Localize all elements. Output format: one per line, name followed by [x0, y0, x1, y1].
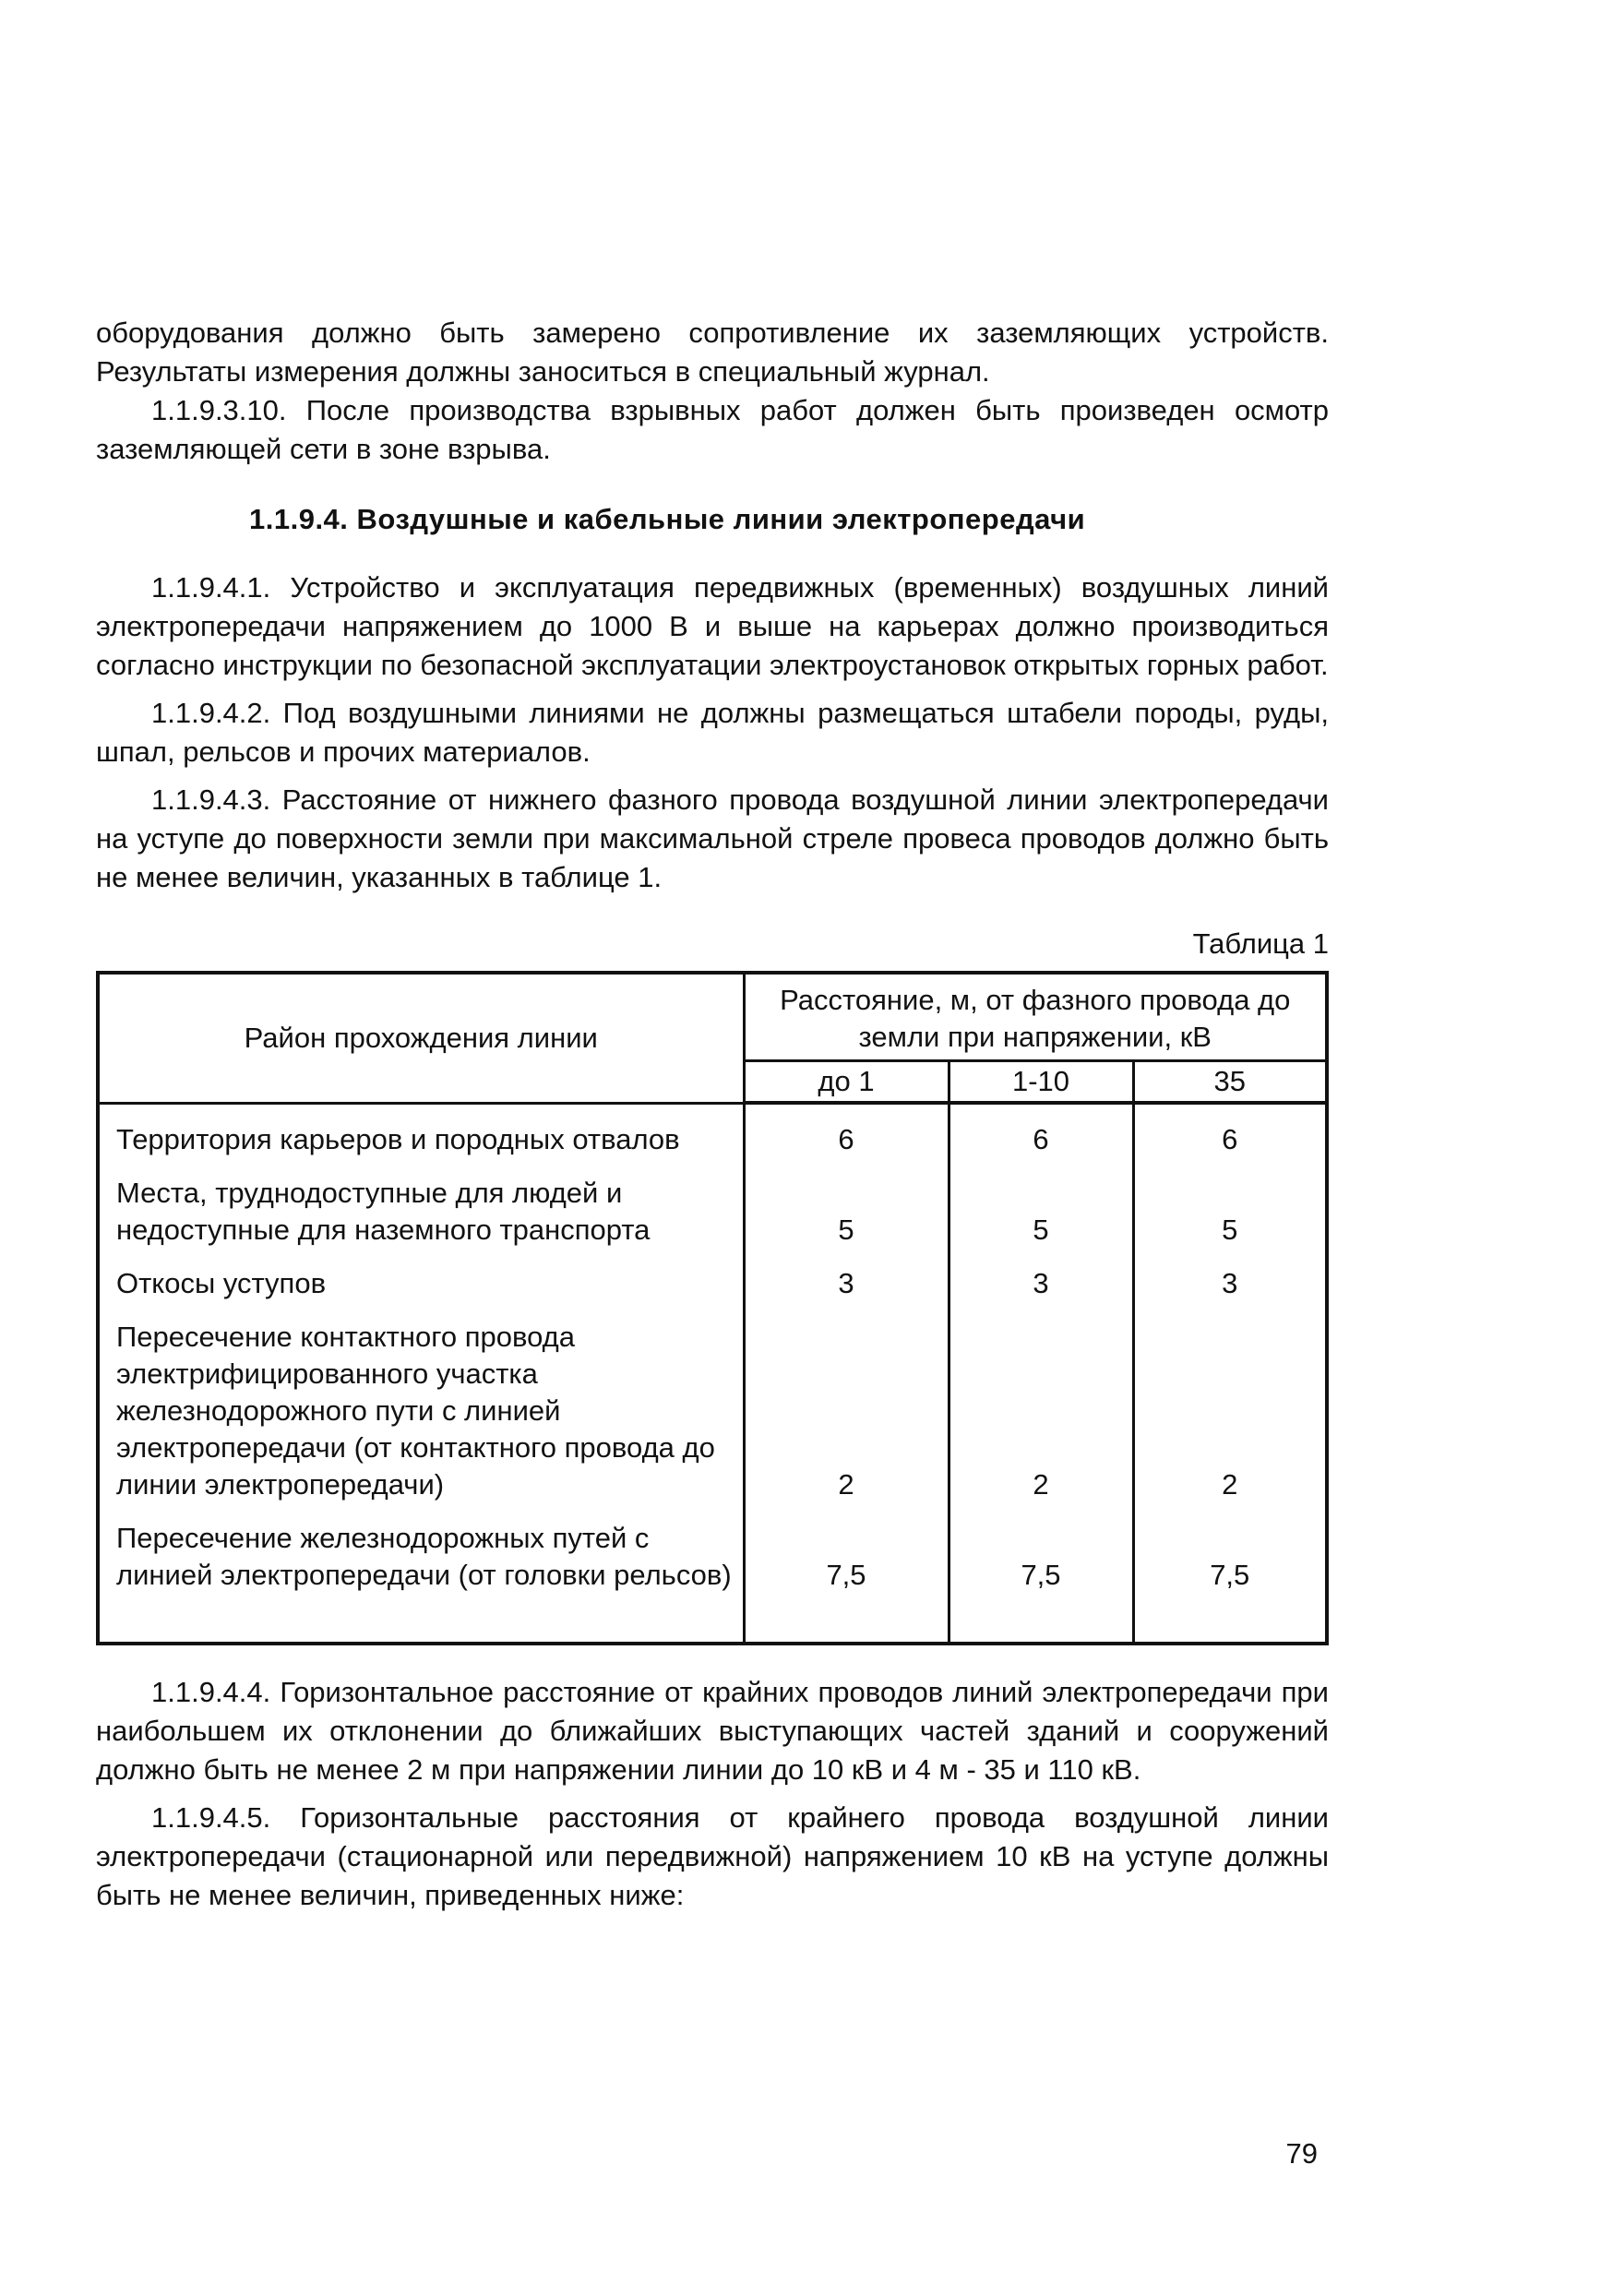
header-region: Район прохождения линии — [98, 973, 744, 1103]
row-value: 6 — [744, 1103, 949, 1167]
row-value: 7,5 — [949, 1513, 1133, 1644]
table-caption: Таблица 1 — [1192, 927, 1329, 960]
header-voltage-up-to-1: до 1 — [744, 1061, 949, 1104]
row-value: 6 — [1133, 1103, 1327, 1167]
row-value: 2 — [744, 1311, 949, 1513]
paragraph-1-1-9-4-2: 1.1.9.4.2. Под воздушными линиями не должны размещаться штабели породы, руды, шпал, рельсов и прочих материалов. — [96, 697, 1329, 768]
row-value: 3 — [744, 1258, 949, 1311]
row-value: 7,5 — [1133, 1513, 1327, 1644]
table-row — [98, 1103, 1327, 1167]
table-row — [98, 1167, 1327, 1258]
table-row — [98, 1258, 1327, 1311]
row-value: 5 — [1133, 1167, 1327, 1258]
section-heading: 1.1.9.4. Воздушные и кабельные линии электропередачи — [249, 503, 1086, 535]
row-value: 3 — [949, 1258, 1133, 1311]
row-value: 5 — [949, 1167, 1133, 1258]
table-row — [98, 1513, 1327, 1644]
page-number: 79 — [1285, 2137, 1318, 2170]
paragraph-1-1-9-4-1: 1.1.9.4.1. Устройство и эксплуатация передвижных (временных) воздушных линий электропередачи напряжением до 1000 В и выше на карьерах должно производиться согласно инструкции по безопасной эксплуатации электроустановок открытых горных работ. — [96, 571, 1329, 681]
paragraph-1-1-9-3-10: 1.1.9.3.10. После производства взрывных работ должен быть произведен осмотр заземляющей сети в зоне взрыва. — [96, 394, 1329, 465]
document-page — [96, 314, 1329, 1915]
row-region: Пересечение железнодорожных путей с линией электропередачи (от головки рельсов) — [98, 1513, 744, 1644]
header-voltage-1-10: 1-10 — [949, 1061, 1133, 1104]
distance-table — [96, 971, 1329, 1645]
paragraph-1-1-9-4-5: 1.1.9.4.5. Горизонтальные расстояния от крайнего провода воздушной линии электропередачи (стационарной или передвижной) напряжением 10 кВ на уступе должны быть не менее величин, приведенных ниже: — [96, 1801, 1329, 1911]
row-value: 5 — [744, 1167, 949, 1258]
row-region: Места, труднодоступные для людей и недоступные для наземного транспорта — [98, 1167, 744, 1258]
header-voltage-35: 35 — [1133, 1061, 1327, 1104]
row-value: 7,5 — [744, 1513, 949, 1644]
row-value: 6 — [949, 1103, 1133, 1167]
row-value: 2 — [1133, 1311, 1327, 1513]
paragraph-1-1-9-4-3: 1.1.9.4.3. Расстояние от нижнего фазного провода воздушной линии электропередачи на уступе до поверхности земли при максимальной стреле провеса проводов должно быть не менее величин, указанных в таблице 1. — [96, 783, 1329, 893]
row-region: Откосы уступов — [98, 1258, 744, 1311]
table-row — [98, 1311, 1327, 1513]
paragraph-continuation: оборудования должно быть замерено сопротивление их заземляющих устройств. Результаты измерения должны заноситься в специальный журнал. — [96, 317, 1329, 388]
row-region: Территория карьеров и породных отвалов — [98, 1103, 744, 1167]
header-distance-group: Расстояние, м, от фазного провода до земли при напряжении, кВ — [744, 973, 1327, 1061]
row-value: 3 — [1133, 1258, 1327, 1311]
row-value: 2 — [949, 1311, 1133, 1513]
paragraph-1-1-9-4-4: 1.1.9.4.4. Горизонтальное расстояние от крайних проводов линий электропередачи при наибольшем их отклонении до ближайших выступающих частей зданий и сооружений должно быть не менее 2 м при напряжении линии до 10 кВ и 4 м - 35 и 110 кВ. — [96, 1676, 1329, 1786]
row-region: Пересечение контактного провода электрифицированного участка железнодорожного пути с линией электропередачи (от контактного провода до линии электропередачи) — [98, 1311, 744, 1513]
